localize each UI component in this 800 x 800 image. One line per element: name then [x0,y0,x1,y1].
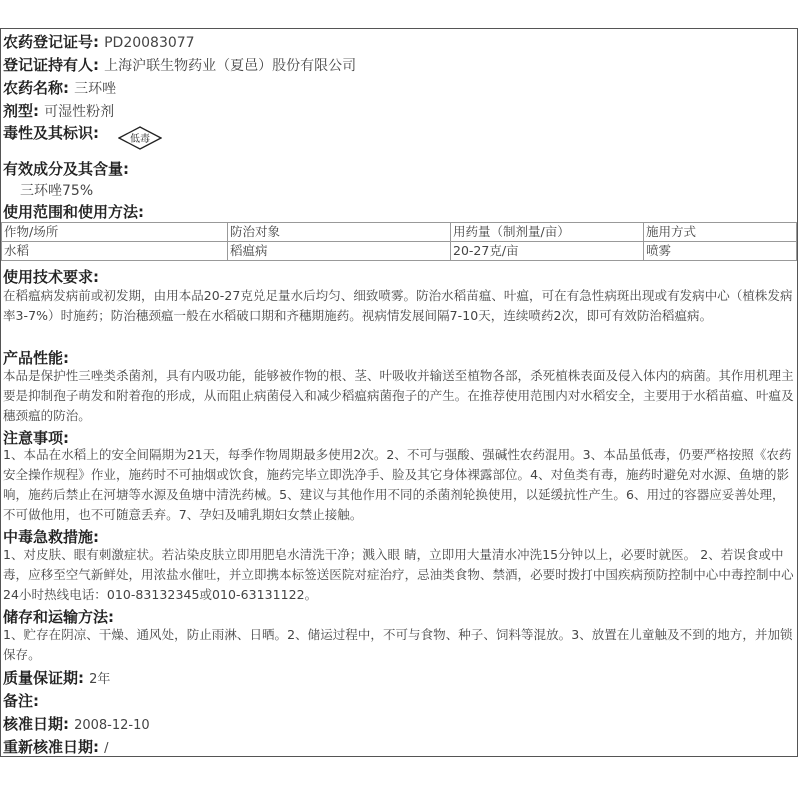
cell-target: 稻瘟病 [228,242,451,261]
shelf-life-label: 质量保证期: [3,669,84,687]
pesticide-name-label: 农药名称: [3,79,69,97]
remark-row [3,690,797,711]
performance-text: 本品是保护性三唑类杀菌剂，具有内吸功能，能够被作物的根、茎、叶吸收并输送至植物各部，杀死植株表面及侵入体内的病菌。其作用机理主要是抑制孢子萌发和附着孢的形成，从而阻止病菌侵入和减少稻瘟病菌孢子的产生。在推荐使用范围内对水稻安全，主要用于水稻苗瘟、叶瘟及穗颈瘟的防治。 [3,368,794,423]
ingredient-row [3,158,797,179]
toxicity-badge-text: 低毒 [130,134,150,145]
usage-label: 使用范围和使用方法: [3,203,144,221]
firstaid-heading-row [3,526,797,547]
approval-date-label: 核准日期: [3,715,69,733]
storage-label: 储存和运输方法: [3,608,114,626]
ingredient-value: 三环唑75% [20,183,94,199]
usage-table [1,222,797,261]
cell-dosage: 20-27克/亩 [451,242,644,261]
registration-number-label: 农药登记证号: [3,33,99,51]
holder-label: 登记证持有人: [3,56,99,74]
firstaid-text: 1、对皮肤、眼有刺激症状。若沾染皮肤立即用肥皂水清洗干净；溅入眼 睛，立即用大量清水冲洗15分钟以上，必要时就医。 2、若误食或中毒，应移至空气新鲜处，用浓盐水催吐，并立即携本标签送医院对症治疗，忌油类食物、禁酒，必要时拨打中国疾病预防控制中心中毒控制中心24小时热线电话：010-83132345或010-63131122。 [3,547,794,602]
cell-crop: 水稻 [2,242,228,261]
usage-table-header [2,223,797,242]
header-target: 防治对象 [228,223,451,242]
notes-label: 注意事项: [3,429,69,447]
registration-number-row [3,31,797,52]
reapproval-date-label: 重新核准日期: [3,738,99,756]
notes-text: 1、本品在水稻上的安全间隔期为21天，每季作物周期最多使用2次。2、不可与强酸、强碱性农药混用。3、本品虽低毒，仍要严格按照《农药安全操作规程》作业，施药时不可抽烟或饮食，施药完毕立即洗净手、脸及其它身体裸露部位。4、对鱼类有毒，施药时避免对水源、鱼塘的影响，施药后禁止在河塘等水源及鱼塘中清洗药械。5、建议与其他作用不同的杀菌剂轮换使用，以延缓抗性产生。6、用过的容器应妥善处理，不可做他用，也不可随意丢弃。7、孕妇及哺乳期妇女禁止接触。 [3,447,792,522]
cell-method: 喷雾 [644,242,797,261]
shelf-life-row [3,667,797,688]
approval-date-row [3,713,797,734]
holder-value: 上海沪联生物药业（夏邑）股份有限公司 [104,58,357,74]
header-method: 施用方式 [644,223,797,242]
ingredient-value-row [20,180,797,200]
formulation-value: 可湿性粉剂 [44,104,115,120]
tech-label: 使用技术要求: [3,268,99,286]
storage-heading-row [3,606,797,627]
firstaid-label: 中毒急救措施: [3,528,99,546]
table-row [2,242,797,261]
remark-label: 备注: [3,692,39,710]
approval-date-value: 2008-12-10 [74,718,150,733]
low-toxicity-diamond-icon [118,126,162,150]
performance-label: 产品性能: [3,349,69,367]
tech-text: 在稻瘟病发病前或初发期，由用本品20-27克兑足量水后均匀、细致喷雾。防治水稻苗瘟、叶瘟，可在有急性病斑出现或有发病中心（植株发病率3-7%）时施药；防治穗颈瘟一般在水稻破口期和齐穗期施药。视病情发展间隔7-10天，连续喷药2次，即可有效防治稻瘟病。 [3,288,793,323]
storage-text: 1、贮存在阴凉、干燥、通风处，防止雨淋、日晒。2、储运过程中，不可与食物、种子、饲料等混放。3、放置在儿童触及不到的地方，并加锁保存。 [3,627,793,662]
holder-row [3,54,797,75]
pesticide-name-value: 三环唑 [74,81,117,97]
reapproval-date-row [3,736,797,757]
reapproval-date-value: / [104,741,109,756]
ingredient-label: 有效成分及其含量: [3,160,129,178]
performance-heading-row [3,347,797,368]
formulation-label: 剂型: [3,102,39,120]
tech-heading-row [3,266,797,287]
registration-number-value: PD20083077 [104,35,195,51]
toxicity-label: 毒性及其标识: [3,124,99,142]
formulation-row [3,100,797,121]
header-crop: 作物/场所 [2,223,228,242]
usage-heading-row [3,201,797,222]
header-dosage: 用药量（制剂量/亩） [451,223,644,242]
pesticide-name-row [3,77,797,98]
shelf-life-value: 2年 [89,672,111,687]
